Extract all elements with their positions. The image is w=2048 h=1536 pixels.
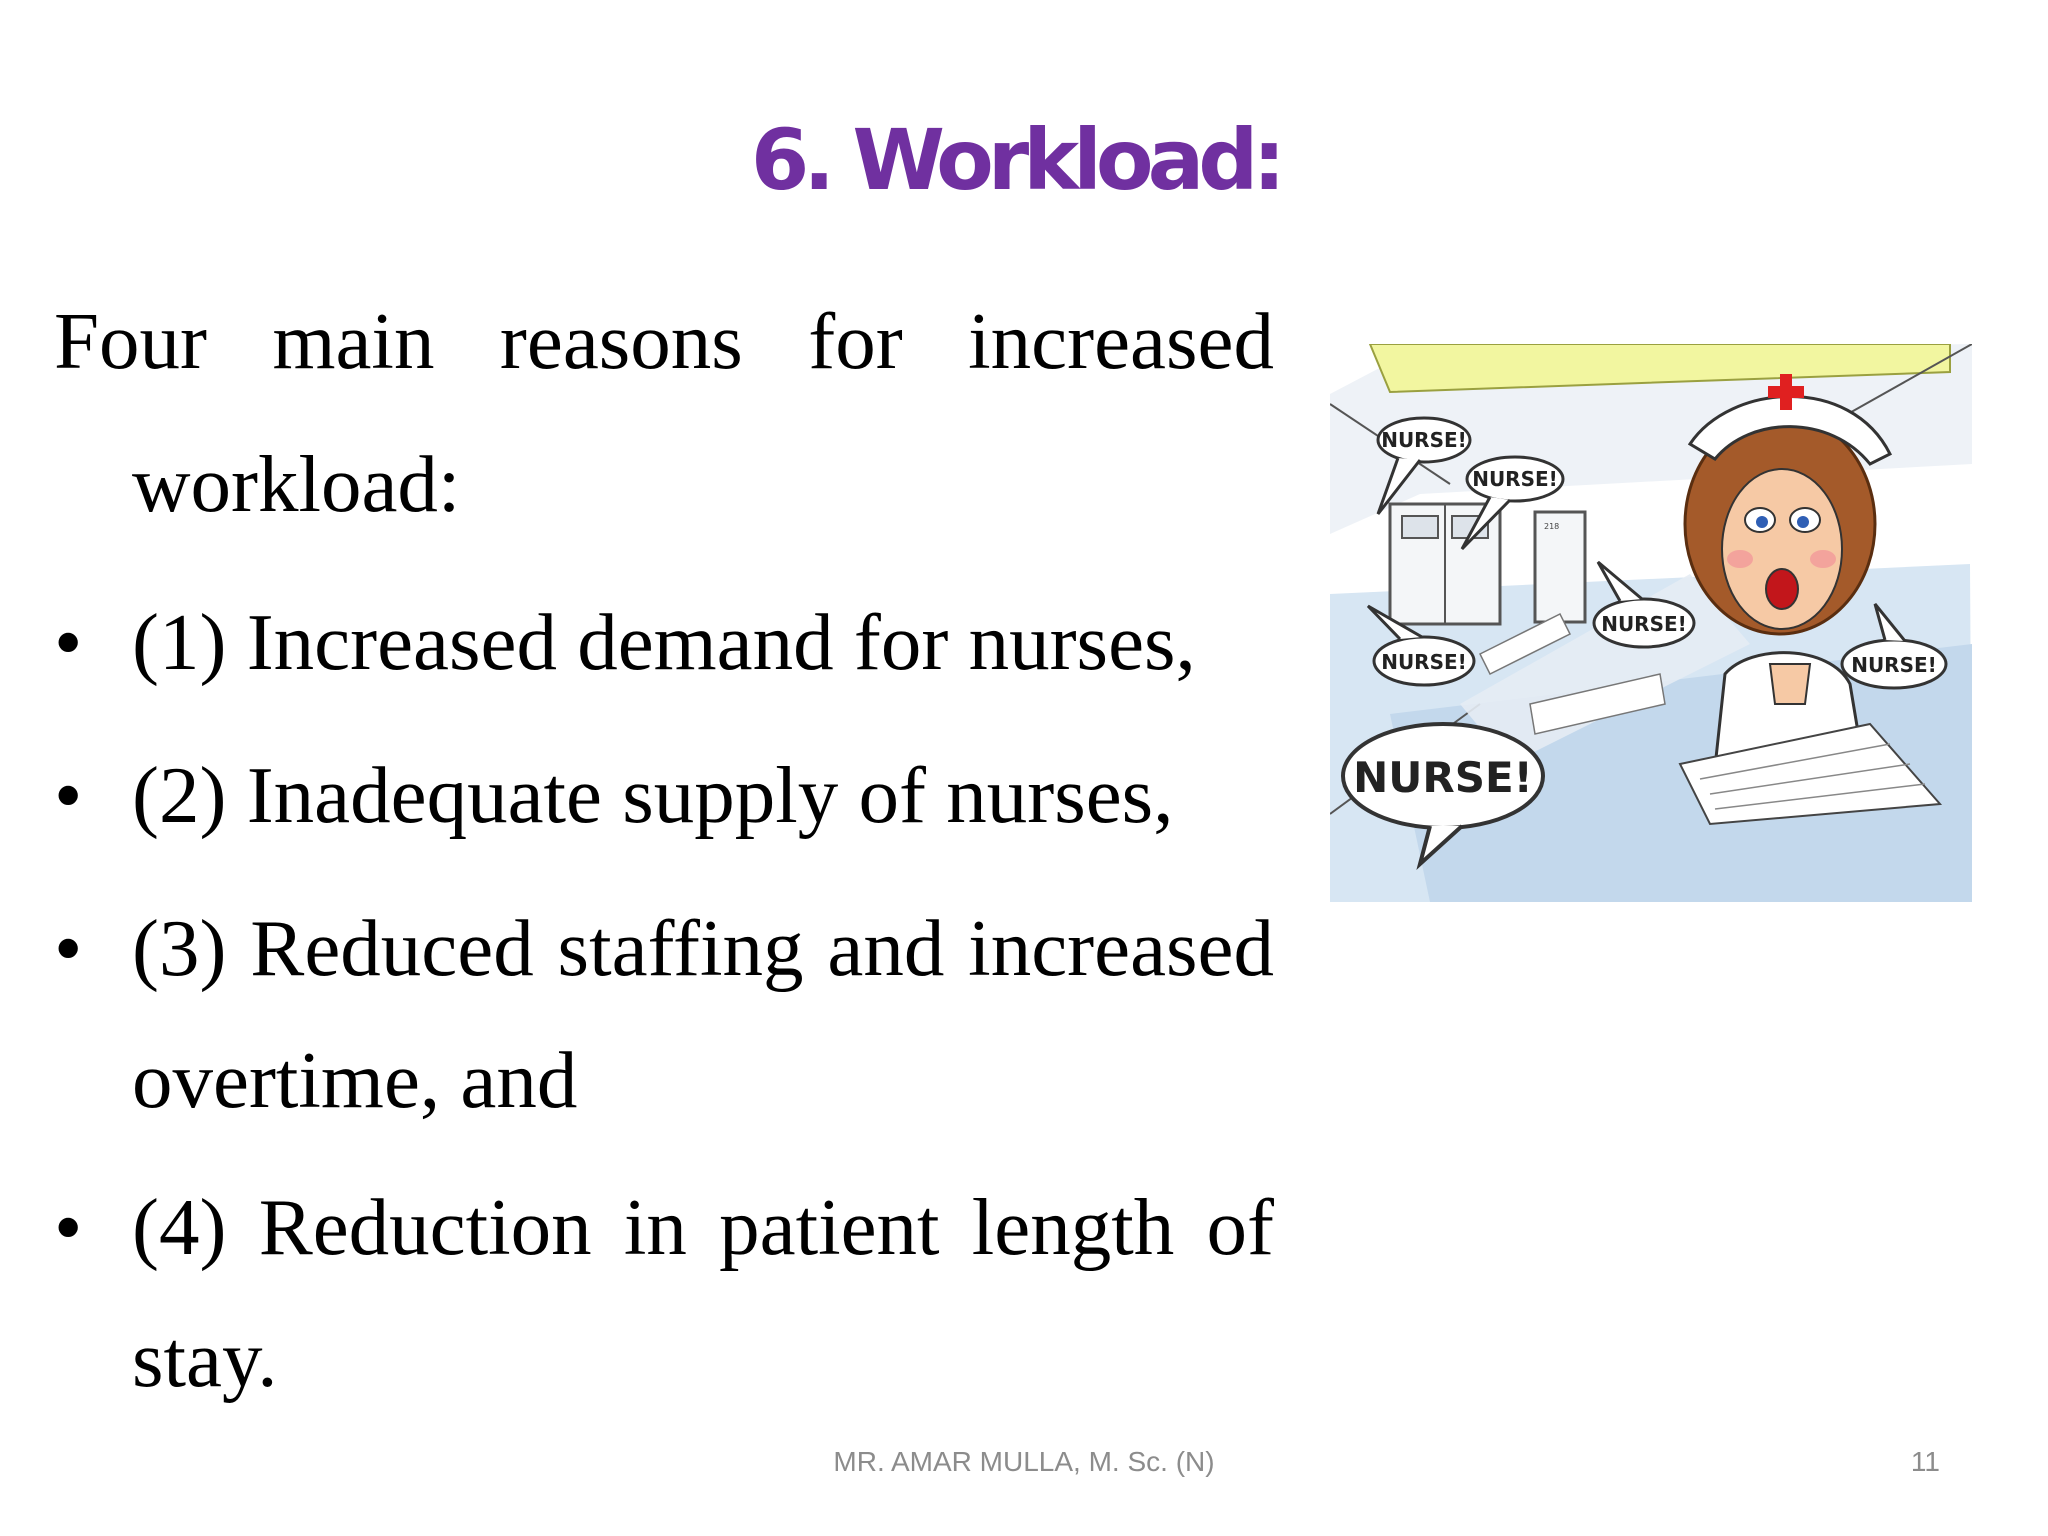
bullet-text: (1) Increased demand for nurses,	[132, 597, 1196, 687]
bubble-text: NURSE!	[1472, 467, 1558, 491]
intro-text: Four main reasons for increased workload:	[54, 296, 1274, 529]
bullet-item	[54, 882, 1274, 1146]
bullet-text: (3) Reduced staffing and increased overtime, and	[132, 903, 1274, 1125]
bullet-icon: •	[54, 903, 83, 993]
nurse-cartoon-image	[1330, 344, 1972, 902]
bullet-icon: •	[54, 750, 83, 840]
bubble-text: NURSE!	[1381, 428, 1467, 452]
bubble-text: NURSE!	[1381, 650, 1467, 674]
bubble-text: NURSE!	[1601, 612, 1687, 636]
slide-title: 6. Workload:	[750, 111, 1280, 209]
door-number: 218	[1544, 522, 1560, 531]
bullet-list	[54, 571, 1274, 1425]
bullet-item	[54, 571, 1274, 714]
bullet-icon: •	[54, 597, 83, 687]
bullet-text: (2) Inadequate supply of nurses,	[132, 750, 1174, 840]
slide-body	[54, 270, 1274, 1420]
footer-page-number: 11	[1910, 1446, 1940, 1477]
bullet-icon: •	[54, 1182, 83, 1272]
bubble-text: NURSE!	[1353, 753, 1533, 802]
footer-author: MR. AMAR MULLA, M. Sc. (N)	[833, 1446, 1215, 1477]
bullet-text: (4) Reduction in patient length of stay.	[132, 1182, 1274, 1404]
bullet-item	[54, 1161, 1274, 1425]
bubble-text: NURSE!	[1851, 653, 1937, 677]
bullet-item	[54, 724, 1274, 867]
nurse-cartoon-drawing	[1330, 344, 1972, 902]
